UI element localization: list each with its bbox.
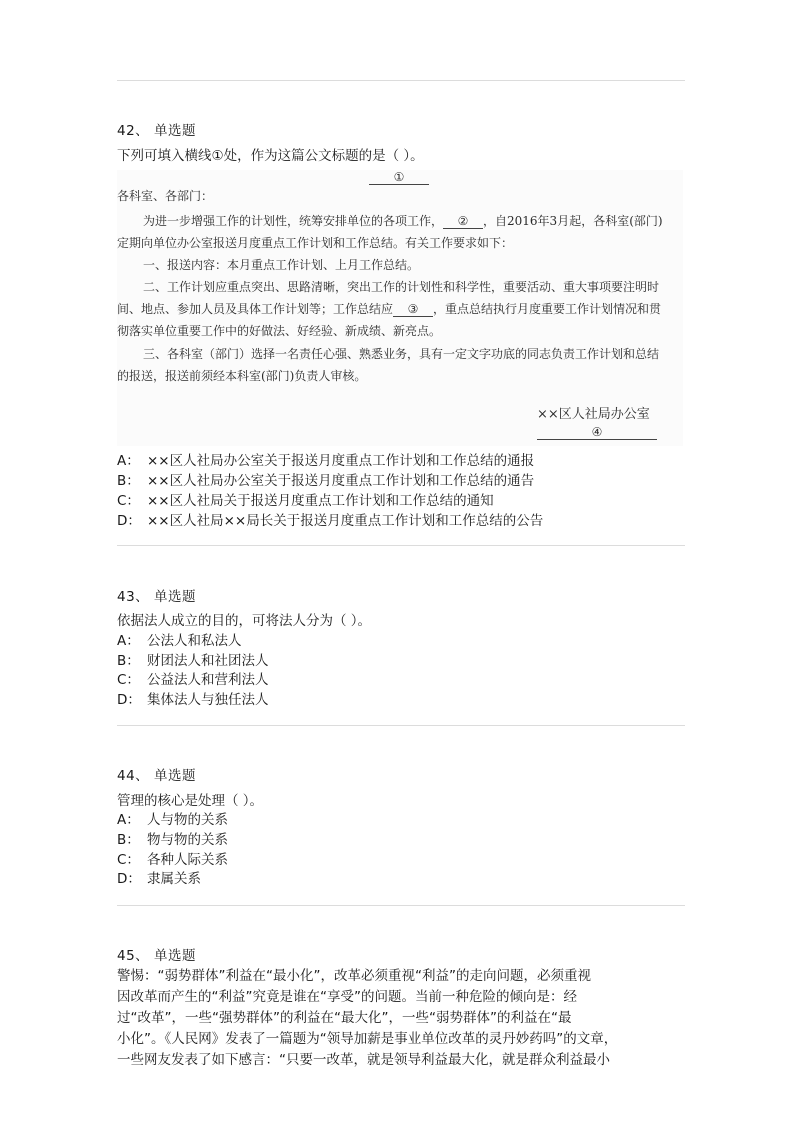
doc-blank-2: ② <box>443 214 483 229</box>
option-text: 隶属关系 <box>147 871 201 887</box>
passage-line: 因改革而产生的“利益”究竟是谁在“享受”的问题。当前一种危险的倾向是：经 <box>117 989 577 1005</box>
passage-line: 警惕：“弱势群体”利益在“最小化”，改革必须重视“利益”的走向问题，必须重视 <box>117 968 591 984</box>
option-letter: B： <box>117 473 140 489</box>
option-letter: C： <box>117 672 140 688</box>
doc-para1-line2: 定期向单位办公室报送月度重点工作计划和工作总结。有关工作要求如下： <box>117 236 514 250</box>
question-44-stem: 管理的核心是处理（ ）。 <box>117 793 264 809</box>
option-D[interactable] <box>117 867 201 887</box>
option-D[interactable] <box>117 509 543 529</box>
option-letter: C： <box>117 493 140 509</box>
option-C[interactable] <box>117 489 494 509</box>
passage-line: 一些网友发表了如下感言：“只要一改革，就是领导利益最大化，就是群众利益最小 <box>117 1052 610 1068</box>
question-42-document-image <box>117 170 683 446</box>
question-44-header: 44、 单选题 <box>117 768 196 784</box>
doc-para3-line1: 二、工作计划应重点突出、思路清晰，突出工作的计划性和科学性，重要活动、重大事项要注明时 <box>143 280 660 294</box>
question-45-passage <box>117 966 692 1071</box>
option-text: 公益法人和营利法人 <box>147 672 269 688</box>
doc-para3-line3: 彻落实单位重要工作中的好做法、好经验、新成绩、新亮点。 <box>117 324 442 338</box>
doc-title-blank: ① <box>369 170 429 185</box>
option-A[interactable] <box>117 449 534 469</box>
doc-para4-line2: 的报送，报送前须经本科室(部门)负责人审核。 <box>117 369 367 383</box>
option-letter: A： <box>117 453 140 469</box>
passage-line: 小化”。《人民网》发表了一篇题为“领导加薪是事业单位改革的灵丹妙药吗”的文章， <box>117 1031 618 1047</box>
question-45-header: 45、 单选题 <box>117 948 196 964</box>
option-B[interactable] <box>117 828 228 848</box>
option-text: 物与物的关系 <box>147 832 228 848</box>
option-letter: A： <box>117 812 140 828</box>
doc-blank-3: ③ <box>393 302 433 317</box>
doc-salutation: 各科室、各部门： <box>117 189 214 203</box>
option-letter: D： <box>117 692 141 708</box>
option-text: ××区人社局办公室关于报送月度重点工作计划和工作总结的通报 <box>147 453 535 469</box>
doc-para3-b: 间、地点、参加人员及具体工作计划等；工作总结应 <box>117 302 394 316</box>
option-letter: B： <box>117 653 140 669</box>
doc-signature: ××区人社局办公室 <box>537 407 650 422</box>
doc-para3-c: ，重点总结执行月度重要工作计划情况和贯 <box>433 302 662 316</box>
divider <box>117 545 685 546</box>
doc-para1-b: ，自2016年3月起，各科室(部门) <box>483 214 663 228</box>
question-43-stem: 依据法人成立的目的，可将法人分为（ ）。 <box>117 613 372 629</box>
option-text: ××区人社局××局长关于报送月度重点工作计划和工作总结的公告 <box>147 513 544 529</box>
question-42-header: 42、 单选题 <box>117 123 196 139</box>
option-text: 公法人和私法人 <box>147 633 242 649</box>
option-letter: A： <box>117 633 140 649</box>
option-letter: D： <box>117 871 141 887</box>
option-text: ××区人社局办公室关于报送月度重点工作计划和工作总结的通告 <box>147 473 535 489</box>
divider-top <box>117 80 685 81</box>
doc-date-blank: ④ <box>537 425 657 440</box>
option-A[interactable] <box>117 808 228 828</box>
option-A[interactable] <box>117 629 242 649</box>
doc-para2: 一、报送内容：本月重点工作计划、上月工作总结。 <box>143 258 420 272</box>
option-C[interactable] <box>117 848 228 868</box>
doc-para1-a: 为进一步增强工作的计划性，统筹安排单位的各项工作， <box>143 214 444 228</box>
option-letter: D： <box>117 513 141 529</box>
passage-line: 过“改革”，一些“强势群体”的利益在“最大化”，一些“弱势群体”的利益在“最 <box>117 1010 572 1026</box>
option-D[interactable] <box>117 688 269 708</box>
doc-para4-line1: 三、各科室（部门）选择一名责任心强、熟悉业务，具有一定文字功底的同志负责工作计划和总结 <box>143 347 660 361</box>
question-43-header: 43、 单选题 <box>117 589 196 605</box>
option-letter: C： <box>117 852 140 868</box>
option-text: 财团法人和社团法人 <box>147 653 269 669</box>
doc-para3-line2 <box>117 300 661 317</box>
question-42-stem: 下列可填入横线①处，作为这篇公文标题的是（ ）。 <box>117 148 424 164</box>
divider <box>117 905 685 906</box>
option-B[interactable] <box>117 649 269 669</box>
option-C[interactable] <box>117 668 269 688</box>
option-text: 各种人际关系 <box>147 852 228 868</box>
option-text: 人与物的关系 <box>147 812 228 828</box>
divider <box>117 725 685 726</box>
option-text: ××区人社局关于报送月度重点工作计划和工作总结的通知 <box>147 493 494 509</box>
option-text: 集体法人与独任法人 <box>147 692 269 708</box>
option-B[interactable] <box>117 469 534 489</box>
doc-para1-line1 <box>143 212 663 229</box>
option-letter: B： <box>117 832 140 848</box>
